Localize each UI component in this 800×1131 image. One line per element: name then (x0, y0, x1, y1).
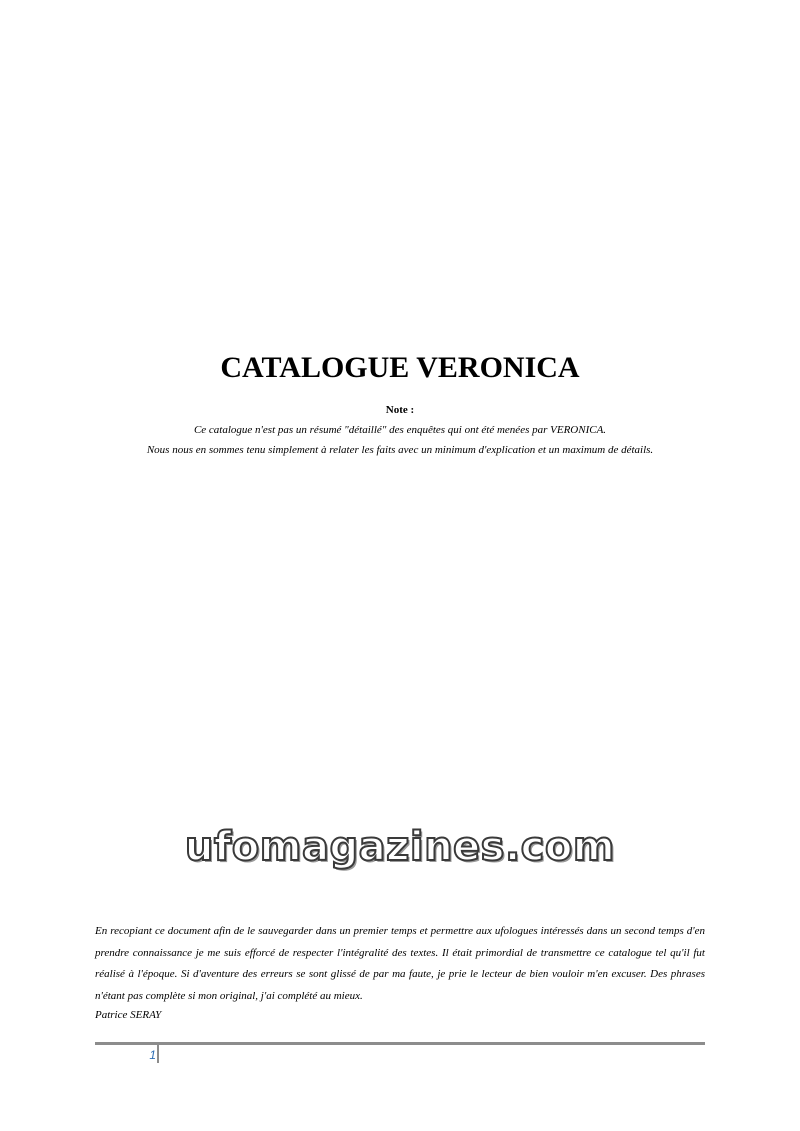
page-number-separator (157, 1045, 159, 1063)
transcriber-paragraph: En recopiant ce document afin de le sauvegarder dans un premier temps et permettre aux ufologues intéressés dans un second temps d'en prendre connaissance je me suis efforcé de respecter l'intégralité des textes. Il était primordial de transmettre ce catalogue tel qu'il fut réalisé à l'époque. Si d'aventure des erreurs se sont glissé de par ma faute, je prie le lecteur de bien vouloir m'en excuser. Des phrases n'étant pas complète si mon original, j'ai complété au mieux. (95, 925, 705, 1002)
note-line: Nous nous en sommes tenu simplement à relater les faits avec un minimum d'explication et un maximum de détails. (146, 444, 654, 456)
transcriber-note (95, 921, 705, 1024)
footer-divider (95, 1042, 705, 1045)
watermark-logo: ufomagazines.com (184, 824, 616, 870)
note-line: Ce catalogue n'est pas un résumé "détaillé" des enquêtes qui ont été menées par VERONICA. (193, 424, 607, 436)
page-number: 1 (149, 1048, 156, 1062)
note-label: Note : (385, 404, 415, 416)
signature: Patrice SERAY (95, 1009, 162, 1021)
page-title: CATALOGUE VERONICA (220, 351, 580, 384)
